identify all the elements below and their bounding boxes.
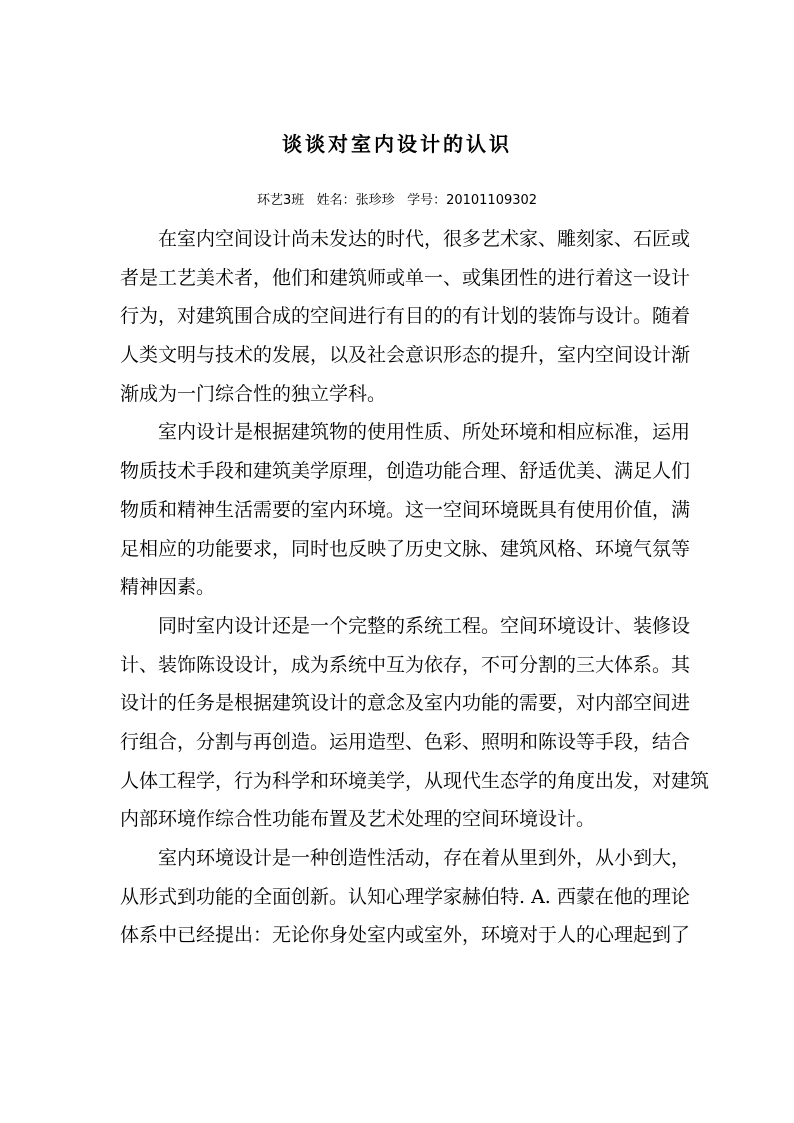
text-line: 室内环境设计是一种创造性活动，存在着从里到外，从小到大， [158,847,691,869]
text-line: 精神因素。 [120,576,216,599]
byline-class: 环艺3班 [256,193,305,208]
paragraph [120,220,691,413]
body-text [120,220,710,955]
author-byline [0,189,794,208]
paragraph [120,839,691,955]
page-title: 谈谈对室内设计的认识 [282,132,512,156]
text-line: 物质技术手段和建筑美学原理，创造功能合理、舒适优美、满足人们 [120,460,691,483]
text-line: 从形式到功能的全面创新。认知心理学家赫伯特. A. 西蒙在他的理论 [120,885,690,908]
text-line: 在室内空间设计尚未发达的时代，很多艺术家、雕刻家、石匠或 [158,228,691,250]
text-line: 设计的任务是根据建筑设计的意念及室内功能的需要，对内部空间进 [120,692,691,715]
paragraph [120,607,710,839]
text-line: 内部环境作综合性功能布置及艺术处理的空间环境设计。 [120,808,596,831]
text-line: 同时室内设计还是一个完整的系统工程。空间环境设计、装修设 [158,614,691,637]
text-line: 者是工艺美术者，他们和建筑师或单一、或集团性的进行着这一设计 [120,266,691,289]
text-line: 室内设计是根据建筑物的使用性质、所处环境和相应标准，运用 [158,421,691,444]
paragraph [120,413,691,606]
text-line: 人类文明与技术的发展，以及社会意识形态的提升，室内空间设计渐 [120,344,691,367]
text-line: 物质和精神生活需要的室内环境。这一空间环境既具有使用价值，满 [120,498,691,521]
byline-name: 姓名：张珍珍 [316,193,395,208]
text-line: 渐成为一门综合性的独立学科。 [120,382,387,405]
text-line: 计、装饰陈设设计，成为系统中互为依存，不可分割的三大体系。其 [120,653,691,676]
text-line: 体系中已经提出：无论你身处室内或室外，环境对于人的心理起到了 [120,924,691,947]
text-line: 足相应的功能要求，同时也反映了历史文脉、建筑风格、环境气氛等 [120,537,691,560]
text-line: 人体工程学，行为科学和环境美学，从现代生态学的角度出发，对建筑 [120,769,710,792]
byline-student-id: 学号：20101109302 [407,193,538,208]
text-line: 行为，对建筑围合成的空间进行有目的的有计划的装饰与设计。随着 [120,305,691,328]
text-line: 行组合，分割与再创造。运用造型、色彩、照明和陈设等手段，结合 [120,730,691,753]
